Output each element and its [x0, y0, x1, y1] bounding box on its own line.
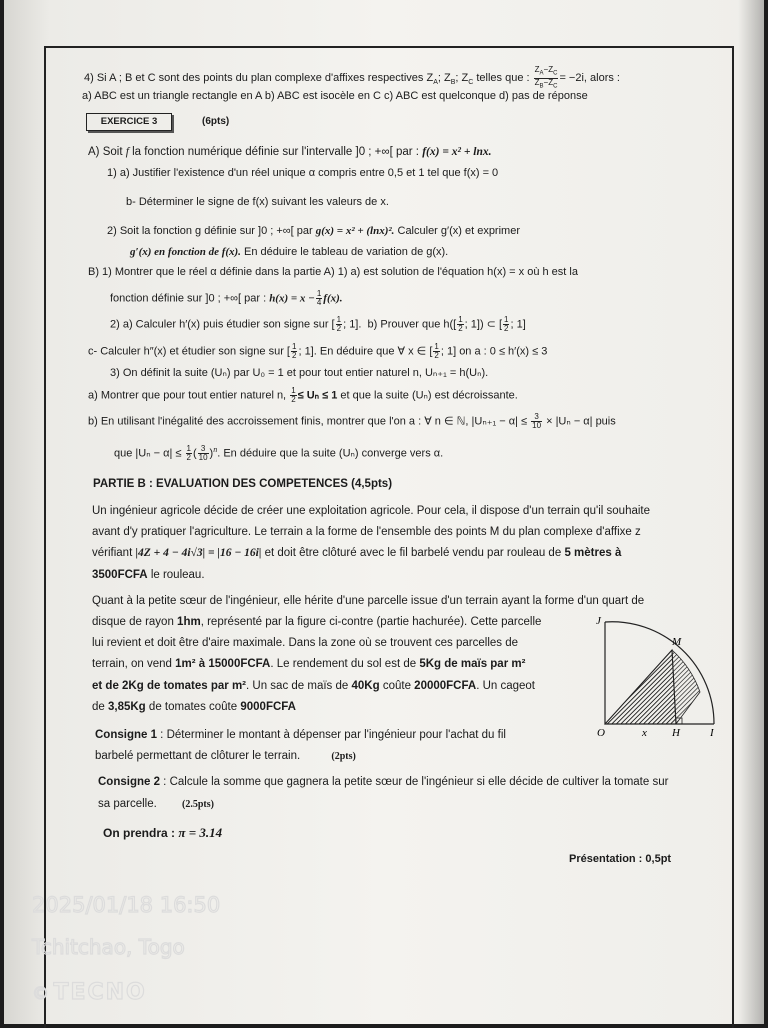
q4-text-c: ; Z	[455, 72, 469, 84]
label-x: x	[642, 727, 647, 739]
three-tenths-fraction: $\frac{3}{10}$	[532, 412, 542, 430]
part-b-qb-line2: que |Uₙ − α| ≤ $\frac{1}{2}$ ( $\frac{3}{10}$ )$^n$. En déduire que la suite (Uₙ) converge vers α.	[114, 444, 444, 463]
partie-b-p1-l4-b: le rouleau.	[150, 569, 205, 581]
partie-b-p2-l6-a: de	[92, 701, 105, 713]
half-fraction-2: $\frac{1}{2}$	[458, 315, 463, 333]
label-h: H	[672, 727, 680, 739]
roll-price: 3500FCFA	[92, 569, 148, 581]
consigne-1	[95, 728, 506, 742]
partie-b-p2-l2-c: , représenté par la figure ci-contre (partie hachurée). Cette parcelle	[200, 616, 542, 628]
part-a-q2-a: 2) Soit la fonction g définie sur ]0 ; +∞[ par	[107, 225, 313, 237]
consigne-1-label: Consigne 1	[95, 729, 157, 741]
partie-b-p2-l2-a: disque de rayon	[92, 616, 174, 628]
partie-b-p2-l6-c: de tomates coûte	[148, 701, 238, 713]
partie-b-p1-l1: Un ingénieur agricole décide de créer une exploitation agricole. Pour cela, il dispose d'un terrain qu'il souhaite	[92, 505, 651, 517]
q4-text-e: = −2i, alors :	[559, 72, 620, 84]
part-b-qc-b: . En déduire que ∀ x ∈	[313, 345, 427, 358]
part-a-q2	[107, 224, 520, 238]
partie-b-p2-l4-c: . Le rendement du sol est de	[270, 658, 417, 670]
partie-b-p1-l3	[92, 546, 621, 560]
consigne-2-label: Consigne 2	[98, 776, 160, 788]
part-b-qb	[88, 413, 616, 430]
partie-b-p2-l5	[92, 679, 535, 693]
part-a-q2-line2-b: En déduire le tableau de variation de g(x).	[244, 246, 449, 258]
part-b-qb-b: × |Uₙ − α| puis	[546, 415, 616, 428]
part-b-qa	[88, 387, 518, 404]
f-definition: f(x) = x² + lnx.	[422, 146, 492, 158]
consigne-1-line2	[95, 749, 356, 764]
part-b-q2-b: b) Prouver que h	[367, 318, 450, 331]
consigne-1-text: : Déterminer le montant à dépenser par l'ingénieur pour l'achat du fil	[156, 729, 506, 741]
label-j: J	[596, 615, 601, 627]
exercise-3-box: EXERCICE 3	[86, 113, 172, 131]
half-fraction: $\frac{1}{2}$	[336, 315, 342, 333]
partie-b-title: PARTIE B : EVALUATION DES COMPETENCES (4,5pts)	[93, 478, 393, 490]
half-fraction-7: $\frac{1}{2}$	[186, 444, 191, 463]
part-b-qb-line2-b: . En déduire que la suite (Uₙ) converge vers α.	[217, 447, 444, 460]
part-a-q2-b: Calculer g′(x) et exprimer	[397, 225, 520, 237]
hatched-triangle	[605, 650, 676, 724]
watermark-date: 2025/01/18 16:50	[32, 893, 221, 917]
partie-b-p1-l2: avant d'y pratiquer l'agriculture. Le terrain a la forme de l'ensemble des points M du plan complexe d'affixe z	[92, 526, 641, 538]
part-b-q2-a: 2) a) Calculer h′(x) puis étudier son signe sur	[110, 318, 329, 331]
part-b-qa-c: et que la suite (Uₙ) est décroissante.	[340, 389, 518, 402]
partie-b-p1-l3-b: et doit être clôturé avec le fil barbelé vendu par rouleau de	[264, 547, 562, 559]
tomato-yield: et de 2Kg de tomates par m²	[92, 680, 247, 692]
consigne-2-line2	[98, 797, 214, 812]
q4-text-a: 4) Si A ; B et C sont des points du plan complexe d'affixes respectives Z	[84, 72, 434, 84]
tomato-crate-weight: 3,85Kg	[108, 701, 146, 713]
function-f-symbol: f	[125, 146, 129, 158]
g-definition: g(x) = x² + (lnx)².	[315, 225, 395, 237]
watermark-brand	[32, 980, 147, 1005]
partie-b-p2-l4	[92, 657, 525, 671]
part-a-intro-b: la fonction numérique définie sur l'intervalle ]0 ; +∞[ par :	[132, 146, 419, 158]
land-price: 1m² à 15000FCFA	[175, 658, 271, 670]
partie-b-p2-l5-d: coûte	[382, 680, 411, 692]
page-shadow	[738, 0, 764, 1024]
q4-text-d: telles que :	[473, 72, 530, 84]
partie-b-p1-l3-a: vérifiant	[92, 547, 133, 559]
corn-bag-weight: 40Kg	[351, 680, 380, 692]
consigne-2-text-2: sa parcelle.	[98, 798, 157, 810]
part-a-intro-a: A) Soit	[88, 146, 123, 158]
partie-b-p2-l3: lui revient et doit être d'aire maximale. Dans la zone où se trouvent ces parcelles de	[92, 637, 518, 649]
partie-b-p2-l5-f: . Un cageot	[476, 680, 536, 692]
q4-fraction: $\frac{Z_A-Z_C}{Z_B-Z_C}$	[534, 65, 558, 90]
part-b-qa-bound: ≤ Uₙ ≤ 1	[297, 389, 338, 402]
partie-b-p1-l4	[92, 568, 205, 582]
consigne-1-text-2: barbelé permettant de clôturer le terrain.	[95, 750, 301, 762]
consigne-1-points: (2pts)	[331, 751, 356, 762]
part-b-q3: 3) On définit la suite (Uₙ) par U₀ = 1 et pour tout entier naturel n, Uₙ₊₁ = h(Uₙ).	[110, 367, 489, 379]
label-i: I	[710, 727, 714, 739]
presentation-points: Présentation : 0,5pt	[569, 853, 672, 865]
q4-statement: 4) Si A ; B et C sont des points du plan complexe d'affixes respectives $Z_A$; $Z_B$; $Z_C$ telles que : $\frac{Z_A-Z_C}{Z_B-Z_C}$ = −2i, alors :	[84, 65, 620, 90]
consigne-2-points: (2.5pts)	[182, 799, 214, 810]
part-b-q2: 2) a) Calculer h′(x) puis étudier son signe sur [ $\frac{1}{2}$ ; 1]. b) Prouver que h([ $\frac{1}{2}$ ; 1]) ⊂ [ $\frac{1}{2}$ ; 1]	[110, 315, 526, 333]
half-fraction-3: $\frac{1}{2}$	[504, 315, 509, 333]
part-b-qc: c- Calculer h″(x) et étudier son signe sur [ $\frac{1}{2}$ ; 1]. En déduire que ∀ x ∈ [ $\frac{1}{2}$ ; 1] on a : 0 ≤ h′(x) ≤ 3	[88, 342, 548, 360]
corn-bag-price: 20000FCFA	[414, 680, 477, 692]
partie-b-p1-l3-c: 5 mètres à	[564, 547, 622, 559]
consigne-2	[98, 775, 668, 789]
three-tenths-fraction-2: $\frac{3}{10}$	[198, 444, 208, 463]
half-fraction-6: $\frac{1}{2}$	[291, 386, 296, 404]
copyright-icon: ©	[32, 984, 49, 1004]
watermark-location: Tchitchao, Togo	[32, 935, 185, 959]
tomato-crate-price: 9000FCFA	[240, 701, 296, 713]
partie-b-p2-l6	[92, 700, 296, 714]
part-b-qb-line2-a: que |Uₙ − α| ≤	[114, 447, 182, 460]
terrain-equation: |4Z + 4 − 4i√3| = |16 − 16i|	[135, 547, 262, 559]
pi-label: On prendra :	[103, 826, 176, 840]
brand-name: TECNO	[53, 980, 147, 1005]
partie-b-p2-l4-a: terrain, on vend	[92, 658, 172, 670]
part-a-q1a: 1) a) Justifier l'existence d'un réel unique α compris entre 0,5 et 1 tel que f(x) = 0	[107, 167, 499, 179]
corn-yield: 5Kg de maïs par m²	[419, 658, 526, 670]
part-b-q1: B) 1) Montrer que le réel α définie dans la partie A) 1) a) est solution de l'équation h(x) = x où h est la	[88, 266, 578, 278]
one-quarter-fraction: $\frac{1}{4}$	[316, 289, 322, 307]
label-m: M	[672, 636, 682, 648]
q4-text-b: ; Z	[437, 72, 451, 84]
part-b-qa-a: a) Montrer que pour tout entier naturel n,	[88, 389, 287, 402]
half-fraction-4: $\frac{1}{2}$	[292, 342, 297, 360]
partie-b-p2-l5-b: . Un sac de maïs de	[246, 680, 349, 692]
partie-b-p2-l1: Quant à la petite sœur de l'ingénieur, elle hérite d'une parcelle issue d'un terrain ayant la forme d'un quart de	[92, 595, 645, 607]
consigne-2-text: : Calcule la somme que gagnera la petite sœur de l'ingénieur si elle décide de cultiver la tomate sur	[159, 776, 669, 788]
part-b-qb-a: b) En utilisant l'inégalité des accroissement finis, montrer que l'on a : ∀ n ∈ ℕ, |Uₙ₊₁ − α| ≤	[88, 415, 528, 428]
quarter-disc-figure	[592, 612, 722, 740]
part-b-q1-b: fonction définie sur ]0 ; +∞[ par :	[110, 292, 267, 305]
part-a-q1b: b- Déterminer le signe de f(x) suivant les valeurs de x.	[126, 196, 389, 208]
part-b-qc-a: c- Calculer h″(x) et étudier son signe sur	[88, 345, 284, 358]
h-definition: h(x) = x −	[269, 292, 315, 305]
half-fraction-5: $\frac{1}{2}$	[434, 342, 439, 360]
radius-value: 1hm	[177, 616, 201, 628]
q4-options: a) ABC est un triangle rectangle en A b) ABC est isocèle en C c) ABC est quelconque d) pas de réponse	[82, 90, 588, 102]
part-a-intro	[88, 145, 491, 159]
exercise-3-points: (6pts)	[202, 116, 230, 127]
pi-value	[103, 826, 222, 840]
h-definition-end: f(x).	[323, 292, 343, 305]
part-a-q2-line2	[130, 245, 448, 259]
pi-number: π = 3.14	[178, 825, 223, 840]
part-b-qc-c: on a : 0 ≤ h′(x) ≤ 3	[459, 345, 548, 358]
part-b-q1-line2	[110, 290, 343, 307]
g-prime-expression: g′(x) en fonction de f(x).	[130, 246, 241, 258]
partie-b-p2-l2	[92, 615, 541, 629]
label-o: O	[597, 727, 605, 739]
